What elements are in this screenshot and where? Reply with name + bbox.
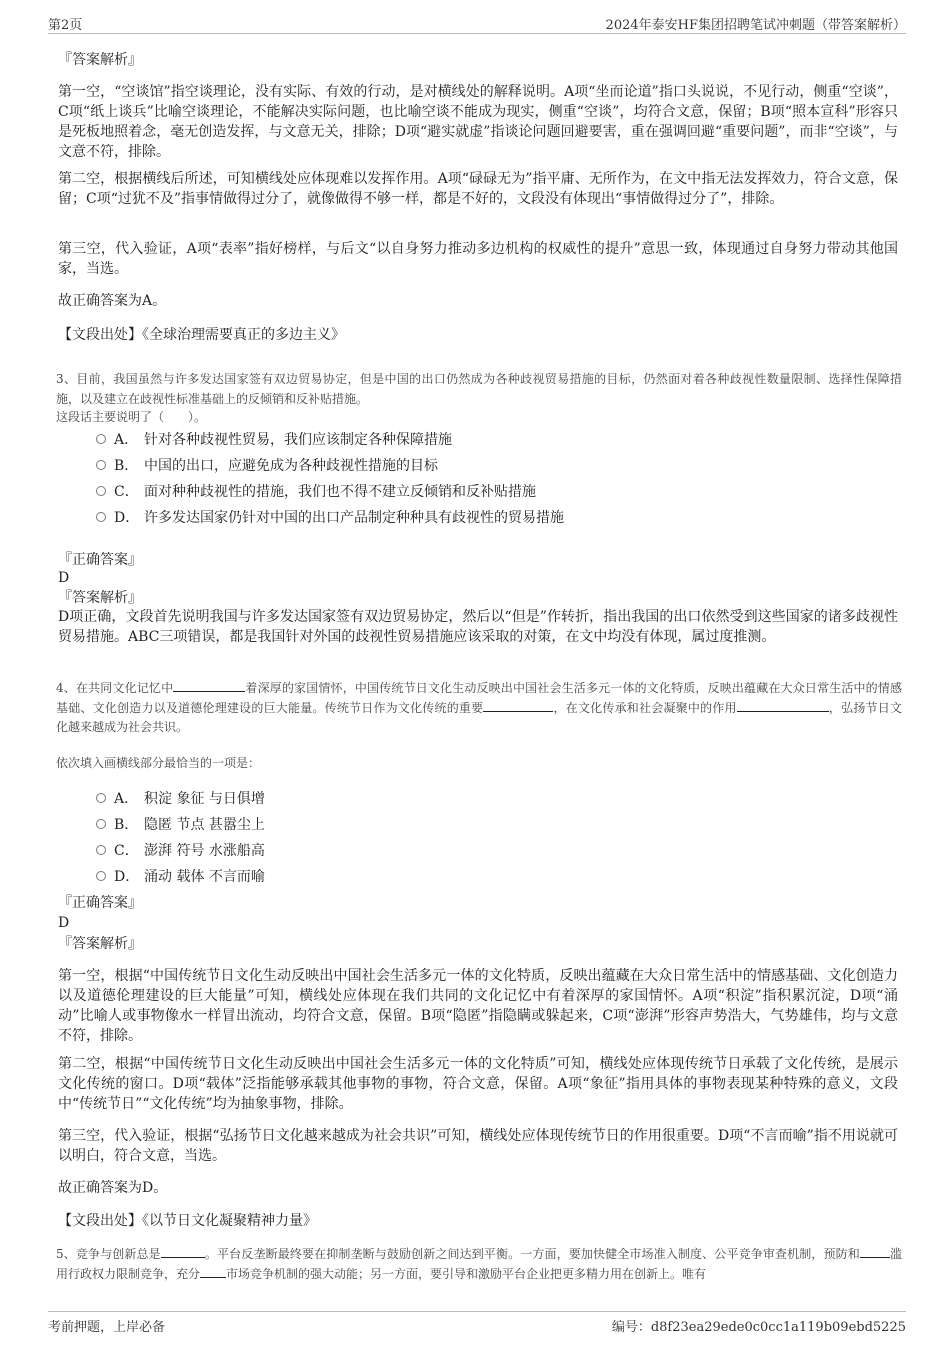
fill-blank bbox=[483, 700, 553, 712]
fill-blank bbox=[200, 1266, 226, 1278]
option-a[interactable]: A． 针对各种歧视性贸易，我们应该制定各种保障措施 bbox=[96, 429, 452, 451]
radio-icon[interactable] bbox=[96, 512, 106, 522]
option-d[interactable]: D． 许多发达国家仍针对中国的出口产品制定种种具有歧视性的贸易措施 bbox=[96, 507, 564, 529]
explanation-label: 『答案解析』 bbox=[58, 590, 142, 606]
explanation-paragraph: 第二空，根据“中国传统节日文化生动反映出中国社会生活多元一体的文化特质”可知，横线处应体现传统节日承载了文化传统，是展示文化传统的窗口。D项“载体”泛指能够承载其他事物的事物，符合文意，保留。A项“象征”指用具体的事物表现某种特殊的意义，文段中“传统节日”“文化传统”均为抽象事物，排除。 bbox=[58, 1056, 898, 1112]
document-code: 编号：d8f23ea29ede0c0cc1a119b09ebd5225 bbox=[611, 1320, 906, 1335]
option-a[interactable]: A． 积淀 象征 与日俱增 bbox=[96, 788, 265, 810]
explanation-paragraph: 第一空，根据“中国传统节日文化生动反映出中国社会生活多元一体的文化特质，反映出蕴藏在大众日常生活中的情感基础、文化创造力以及道德伦理建设的巨大能量”可知，横线处应体现在我们共同的文化记忆中有着深厚的家国情怀。A项“积淀”指积累沉淀，D项“涌动”比喻人或事物像水一样冒出流动，均符合文意，保留。B项“隐匿”指隐瞒或躲起来，C项“澎湃”形容声势浩大，气势雄伟，均与文意不符，排除。 bbox=[58, 968, 898, 1044]
explanation-label: 『答案解析』 bbox=[58, 936, 142, 952]
fill-blank bbox=[860, 1246, 890, 1258]
fill-blank bbox=[737, 700, 829, 712]
option-c[interactable]: C． 面对种种歧视性的措施，我们也不得不建立反倾销和反补贴措施 bbox=[96, 481, 536, 503]
fill-blank bbox=[173, 680, 245, 692]
passage-source: 【文段出处】《全球治理需要真正的多边主义》 bbox=[58, 327, 345, 343]
explanation-paragraph: 第三空，代入验证，根据“弘扬节日文化越来越成为社会共识”可知，横线处应体现传统节日的作用很重要。D项“不言而喻”指不用说就可以明白，符合文意，当选。 bbox=[58, 1128, 898, 1164]
radio-icon[interactable] bbox=[96, 819, 106, 829]
page-number: 第2页 bbox=[48, 18, 83, 33]
answer-conclusion: 故正确答案为D。 bbox=[58, 1180, 168, 1196]
correct-answer: D bbox=[58, 915, 70, 931]
answer-label: 『正确答案』 bbox=[58, 895, 142, 911]
option-b[interactable]: B． 中国的出口，应避免成为各种歧视性措施的目标 bbox=[96, 455, 438, 477]
question-stem: 3、目前，我国虽然与许多发达国家签有双边贸易协定，但是中国的出口仍然成为各种歧视贸易措施的目标，仍然面对着各种歧视性数量限制、选择性保障措施，以及建立在歧视性标准基础上的反倾销和反补贴措施。 bbox=[56, 372, 902, 406]
radio-icon[interactable] bbox=[96, 460, 106, 470]
page-header bbox=[48, 10, 906, 34]
question-stem: 5、竞争与创新总是 。平台反垄断最终要在抑制垄断与鼓励创新之间达到平衡。一方面，要加快健全市场准入制度、公平竞争审查机制，预防和 滥用行政权力限制竞争，充分 市场竞争机制的强大动能；另一方面，要引导和激励平台企业把更多精力用在创新上。唯有 bbox=[56, 1247, 902, 1281]
option-d[interactable]: D． 涌动 载体 不言而喻 bbox=[96, 866, 265, 888]
question-prompt: 这段话主要说明了（ ）。 bbox=[56, 410, 207, 424]
answer-label: 『正确答案』 bbox=[58, 552, 142, 568]
radio-icon[interactable] bbox=[96, 871, 106, 881]
explanation-paragraph: D项正确，文段首先说明我国与许多发达国家签有双边贸易协定，然后以“但是”作转折，指出我国的出口依然受到这些国家的诸多歧视性贸易措施。ABC三项错误，都是我国针对外国的歧视性贸易措施应该采取的对策，在文中均没有体现，属过度推测。 bbox=[58, 609, 898, 645]
passage-source: 【文段出处】《以节日文化凝聚精神力量》 bbox=[58, 1213, 317, 1229]
question-prompt: 依次填入画横线部分最恰当的一项是： bbox=[56, 756, 261, 770]
page-footer bbox=[48, 1311, 906, 1335]
explanation-paragraph: 第二空，根据横线后所述，可知横线处应体现难以发挥作用。A项“碌碌无为”指平庸、无所作为，在文中指无法发挥效力，符合文意，保留；C项“过犹不及”指事情做得过分了，就像做得不够一样，都是不好的，文段没有体现出“事情做得过分了”，排除。 bbox=[58, 171, 898, 207]
explanation-paragraph: 第三空，代入验证，A项“表率”指好榜样，与后文“以自身努力推动多边机构的权威性的提升”意思一致，体现通过自身努力带动其他国家，当选。 bbox=[58, 241, 898, 277]
option-b[interactable]: B． 隐匿 节点 甚嚣尘上 bbox=[96, 814, 265, 836]
correct-answer: D bbox=[58, 570, 70, 586]
explanation-paragraph: 第一空，“空谈馆”指空谈理论，没有实际、有效的行动，是对横线处的解释说明。A项“坐而论道”指口头说说，不见行动，侧重“空谈”，C项“纸上谈兵”比喻空谈理论，不能解决实际问题，也比喻空谈不能成为现实，侧重“空谈”，均符合文意，保留；B项“照本宣科”形容只是死板地照着念，毫无创造发挥，与文意无关，排除；D项“避实就虚”指谈论问题回避要害，重在强调回避“重要问题”，而非“空谈”，与文意不符，排除。 bbox=[58, 84, 898, 160]
radio-icon[interactable] bbox=[96, 793, 106, 803]
answer-conclusion: 故正确答案为A。 bbox=[58, 293, 167, 309]
option-c[interactable]: C． 澎湃 符号 水涨船高 bbox=[96, 840, 265, 862]
radio-icon[interactable] bbox=[96, 486, 106, 496]
explanation-label: 『答案解析』 bbox=[58, 52, 142, 68]
radio-icon[interactable] bbox=[96, 434, 106, 444]
radio-icon[interactable] bbox=[96, 845, 106, 855]
question-stem: 4、在共同文化记忆中 着深厚的家国情怀，中国传统节日文化生动反映出中国社会生活多元一体的文化特质，反映出蕴藏在大众日常生活中的情感基础、文化创造力以及道德伦理建设的巨大能量。传统节日作为文化传统的重要 ，在文化传承和社会凝聚中的作用 ，弘扬节日文化越来越成为社会共识。 bbox=[56, 681, 902, 734]
fill-blank bbox=[161, 1246, 205, 1258]
footer-slogan: 考前押题，上岸必备 bbox=[48, 1320, 166, 1335]
document-title: 2024年泰安HF集团招聘笔试冲刺题（带答案解析） bbox=[605, 18, 906, 33]
